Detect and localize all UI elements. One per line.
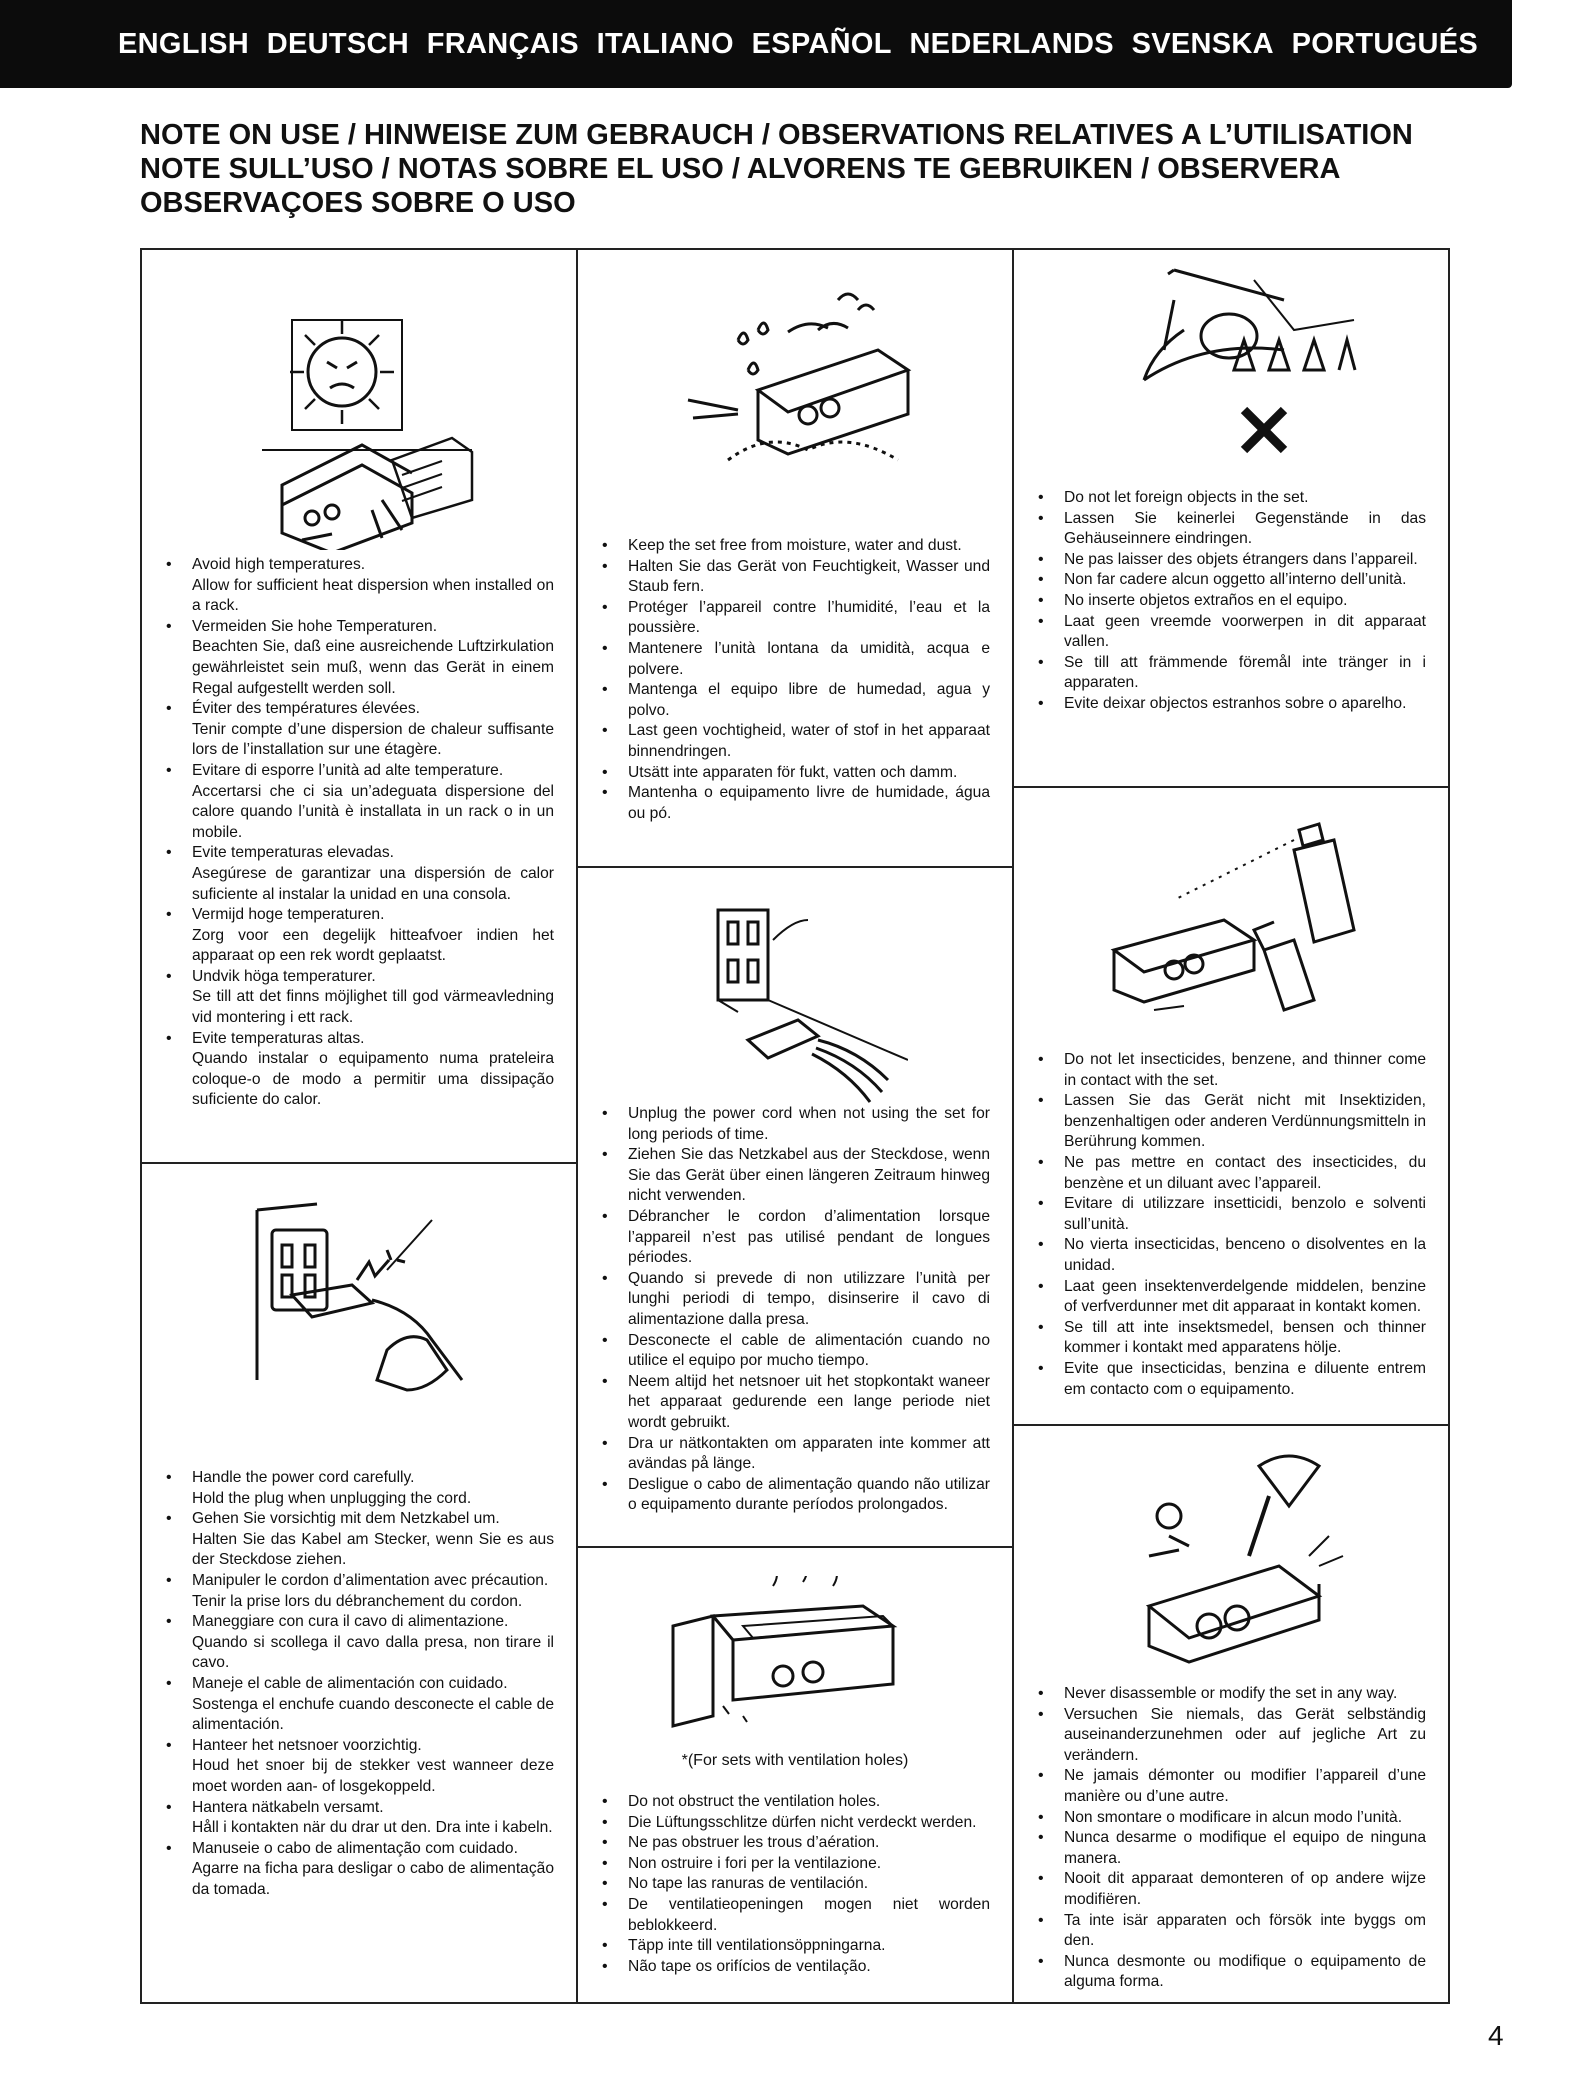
section-moisture xyxy=(578,250,1012,866)
note-item: • Hanteer het netsnoer voorzichtig. Houd het snoer bij de stekker vest wanneer deze moet worden aan- of losgekoppeld. xyxy=(164,1736,554,1798)
note-item: • Evitare di esporre l’unità ad alte temperature. Accertarsi che ci sia un’adeguata dispersione del calore quando l’unità è installata in un rack o in un mobile. xyxy=(164,761,554,843)
section-unplug xyxy=(578,866,1012,1546)
note-item: • Evite deixar objectos estranhos sobre o aparelho. xyxy=(1036,694,1426,715)
title-line: OBSERVAÇOES SOBRE O USO xyxy=(140,187,576,219)
note-item: • Se till att främmende föremål inte tränger in i apparaten. xyxy=(1036,653,1426,694)
language-label: PORTUGUÉS xyxy=(1291,27,1478,60)
title-line: NOTE ON USE / HINWEISE ZUM GEBRAUCH / OBSERVATIONS RELATIVES A L’UTILISATION xyxy=(140,119,1413,151)
note-item: • Desconecte el cable de alimentación cuando no utilice el equipo por mucho tiempo. xyxy=(600,1331,990,1372)
language-label: FRANÇAIS xyxy=(426,27,579,60)
note-item: • Manuseie o cabo de alimentação com cuidado. Agarre na ficha para desligar o cabo de alimentação da tomada. xyxy=(164,1839,554,1901)
note-list xyxy=(600,536,990,824)
note-list xyxy=(600,1104,990,1516)
section-insecticides xyxy=(1014,786,1448,1424)
note-item: • Vermeiden Sie hohe Temperaturen. Beachten Sie, daß eine ausreichende Luftzirkulation gewährleistet sein muß, wenn das Gerät in einem Regal aufgestellt werden soll. xyxy=(164,617,554,699)
language-label: ITALIANO xyxy=(596,27,734,60)
note-item: • Evite que insecticidas, benzina e diluente entrem em contacto com o equipamento. xyxy=(1036,1359,1426,1400)
column-middle xyxy=(578,250,1014,2002)
section-power-cord xyxy=(142,1162,576,2002)
note-item: • Neem altijd het netsnoer uit het stopkontakt waneer het apparaat gedurende een lange periode niet wordt gebruikt. xyxy=(600,1372,990,1434)
note-item: • Nunca desmonte ou modifique o equipamento de alguma forma. xyxy=(1036,1952,1426,1993)
note-item: • Versuchen Sie niemals, das Gerät selbständig auseinanderzunehmen oder auf jegliche Art zu verändern. xyxy=(1036,1705,1426,1767)
note-item: • Éviter des températures élevées. Tenir compte d’une dispersion de chaleur suffisante lors de l’installation sur une étagère. xyxy=(164,699,554,761)
note-item: • Nooit dit apparaat demonteren of op andere wijze modifiëren. xyxy=(1036,1869,1426,1910)
section-foreign-objects xyxy=(1014,250,1448,786)
note-item: • Ne pas obstruer les trous d’aération. xyxy=(600,1833,990,1854)
note-item: • Mantenha o equipamento livre de humidade, água ou pó. xyxy=(600,783,990,824)
notes-grid xyxy=(140,248,1450,2004)
note-item: • Evitare di utilizzare insetticidi, benzolo e solventi sull’unità. xyxy=(1036,1194,1426,1235)
note-item: • Last geen vochtigheid, water of stof in het apparaat binnendringen. xyxy=(600,721,990,762)
plug-outlet-hand-icon xyxy=(237,1200,477,1420)
note-list xyxy=(600,1792,990,1977)
section-disassemble xyxy=(1014,1424,1448,2002)
note-item: • Ta inte isär apparaten och försök inte byggs om den. xyxy=(1036,1911,1426,1952)
water-drops-dust-unit-icon xyxy=(668,280,928,480)
note-item: • Halten Sie das Gerät von Feuchtigkeit, Wasser und Staub fern. xyxy=(600,557,990,598)
note-item: • Non ostruire i fori per la ventilazione. xyxy=(600,1854,990,1875)
note-item: • Ne jamais démonter ou modifier l’appareil d’une manière ou d’une autre. xyxy=(1036,1766,1426,1807)
unplugged-cord-outlet-icon xyxy=(688,890,908,1110)
note-item: • Lassen Sie keinerlei Gegenstände in das Gehäuseinnere eindringen. xyxy=(1036,509,1426,550)
language-bar xyxy=(0,0,1512,88)
note-item: • Protéger l’appareil contre l’humidité, l’eau et la poussière. xyxy=(600,598,990,639)
note-item: • Evite temperaturas elevadas. Asegúrese de garantizar una dispersión de calor suficiente al instalar la unidad en una consola. xyxy=(164,843,554,905)
note-item: • Laat geen vreemde voorwerpen in dit apparaat vallen. xyxy=(1036,612,1426,653)
note-list xyxy=(1036,488,1426,715)
note-item: • Unplug the power cord when not using the set for long periods of time. xyxy=(600,1104,990,1145)
note-item: • Não tape os orifícios de ventilação. xyxy=(600,1957,990,1978)
note-item: • Do not obstruct the ventilation holes. xyxy=(600,1792,990,1813)
ventilation-caption: *(For sets with ventilation holes) xyxy=(681,1752,909,1769)
title-line: NOTE SULL’USO / NOTAS SOBRE EL USO / ALVORENS TE GEBRUIKEN / OBSERVERA xyxy=(140,153,1341,185)
blocked-ventilation-unit-icon xyxy=(663,1576,923,1736)
language-label: SVENSKA xyxy=(1131,27,1274,60)
note-item: • Evite temperaturas altas. Quando instalar o equipamento numa prateleira coloque-o de modo a permitir uma dissipação suficiente do calor. xyxy=(164,1029,554,1111)
note-item: • Maneje el cable de alimentación con cuidado. Sostenga el enchufe cuando desconecte el cable de alimentación. xyxy=(164,1674,554,1736)
note-item: • Débrancher le cordon d’alimentation lorsque l’appareil n’est pas utilisé pendant de longues périodes. xyxy=(600,1207,990,1269)
note-item: • Nunca desarme o modifique el equipo de ninguna manera. xyxy=(1036,1828,1426,1869)
note-item: • Never disassemble or modify the set in any way. xyxy=(1036,1684,1426,1705)
note-item: • Avoid high temperatures. Allow for sufficient heat dispersion when installed on a rack. xyxy=(164,555,554,617)
note-item: • Hantera nätkabeln versamt. Håll i kontakten när du drar ut den. Dra inte i kabeln. xyxy=(164,1798,554,1839)
section-ventilation xyxy=(578,1546,1012,2002)
note-item: • Se till att inte insektsmedel, bensen och thinner kommer i kontakt med apparatens hölje. xyxy=(1036,1318,1426,1359)
note-item: • Laat geen insektenverdelgende middelen, benzine of verfverdunner met dit apparaat in kontakt komen. xyxy=(1036,1277,1426,1318)
note-item: • Desligue o cabo de alimentação quando não utilizar o equipamento durante períodos prolongados. xyxy=(600,1475,990,1516)
note-item: • Ne pas laisser des objets étrangers dans l’appareil. xyxy=(1036,550,1426,571)
note-list xyxy=(164,1468,554,1900)
note-item: • Non smontare o modificare in alcun modo l’unità. xyxy=(1036,1808,1426,1829)
sun-heating-unit-icon xyxy=(232,300,492,550)
note-item: • Keep the set free from moisture, water and dust. xyxy=(600,536,990,557)
note-item: • Ne pas mettre en contact des insecticides, du benzène et un diluant avec l’appareil. xyxy=(1036,1153,1426,1194)
note-list xyxy=(1036,1050,1426,1400)
note-item: • Do not let foreign objects in the set. xyxy=(1036,488,1426,509)
language-label: DEUTSCH xyxy=(266,27,409,60)
note-item: • No inserte objetos extraños en el equipo. xyxy=(1036,591,1426,612)
note-item: • Non far cadere alcun oggetto all’interno dell’unità. xyxy=(1036,570,1426,591)
note-item: • Undvik höga temperaturer. Se till att det finns möjlighet till god värmeavledning vid montering i ett rack. xyxy=(164,967,554,1029)
section-high-temp xyxy=(142,250,576,1162)
note-item: • Handle the power cord carefully. Hold the plug when unplugging the cord. xyxy=(164,1468,554,1509)
note-item: • No tape las ranuras de ventilación. xyxy=(600,1874,990,1895)
note-item: • Quando si prevede di non utilizzare l’unità per lunghi periodi di tempo, disinserire il cavo di alimentazione dalla presa. xyxy=(600,1269,990,1331)
language-label: ENGLISH xyxy=(118,27,249,60)
note-list xyxy=(1036,1684,1426,1993)
note-item: • Mantenga el equipo libre de humedad, agua y polvo. xyxy=(600,680,990,721)
language-label: ESPAÑOL xyxy=(751,27,892,60)
note-item: • Lassen Sie das Gerät nicht mit Insektiziden, benzenhaltigen oder anderen Verdünnungsmitteln in Berührung kommen. xyxy=(1036,1091,1426,1153)
page-title xyxy=(140,118,1440,220)
language-label: NEDERLANDS xyxy=(909,27,1114,60)
note-item: • Mantenere l’unità lontana da umidità, acqua e polvere. xyxy=(600,639,990,680)
note-item: • Täpp inte till ventilationsöppningarna. xyxy=(600,1936,990,1957)
note-item: • Vermijd hoge temperaturen. Zorg voor een degelijk hitteafvoer indien het apparaat op een rek wordt geplaatst. xyxy=(164,905,554,967)
note-item: • Do not let insecticides, benzene, and thinner come in contact with the set. xyxy=(1036,1050,1426,1091)
note-list xyxy=(164,555,554,1111)
note-item: • Manipuler le cordon d’alimentation avec précaution. Tenir la prise lors du débranchement du cordon. xyxy=(164,1571,554,1612)
coin-pin-slots-cross-icon xyxy=(1104,260,1364,490)
column-right xyxy=(1014,250,1448,2002)
column-left xyxy=(142,250,578,2002)
note-item: • De ventilatieopeningen mogen niet worden beblokkeerd. xyxy=(600,1895,990,1936)
note-item: • No vierta insecticidas, benceno o disolventes en la unidad. xyxy=(1036,1235,1426,1276)
note-item: • Gehen Sie vorsichtig mit dem Netzkabel um. Halten Sie das Kabel am Stecker, wenn Sie es aus der Steckdose ziehen. xyxy=(164,1509,554,1571)
page-number: 4 xyxy=(1488,2020,1504,2051)
note-item: • Die Lüftungsschlitze dürfen nicht verdeckt werden. xyxy=(600,1813,990,1834)
note-item: • Dra ur nätkontakten om apparaten inte kommer att avändas på länge. xyxy=(600,1434,990,1475)
note-item: • Maneggiare con cura il cavo di alimentazione. Quando si scollega il cavo dalla presa, non tirare il cavo. xyxy=(164,1612,554,1674)
note-item: • Ziehen Sie das Netzkabel aus der Steckdose, wenn Sie das Gerät über einen längeren Zeitraum hinweg nicht verwenden. xyxy=(600,1145,990,1207)
note-item: • Utsätt inte apparaten för fukt, vatten och damm. xyxy=(600,763,990,784)
spray-cans-unit-icon xyxy=(1094,800,1384,1040)
screwdriver-disassembly-icon xyxy=(1109,1446,1359,1676)
